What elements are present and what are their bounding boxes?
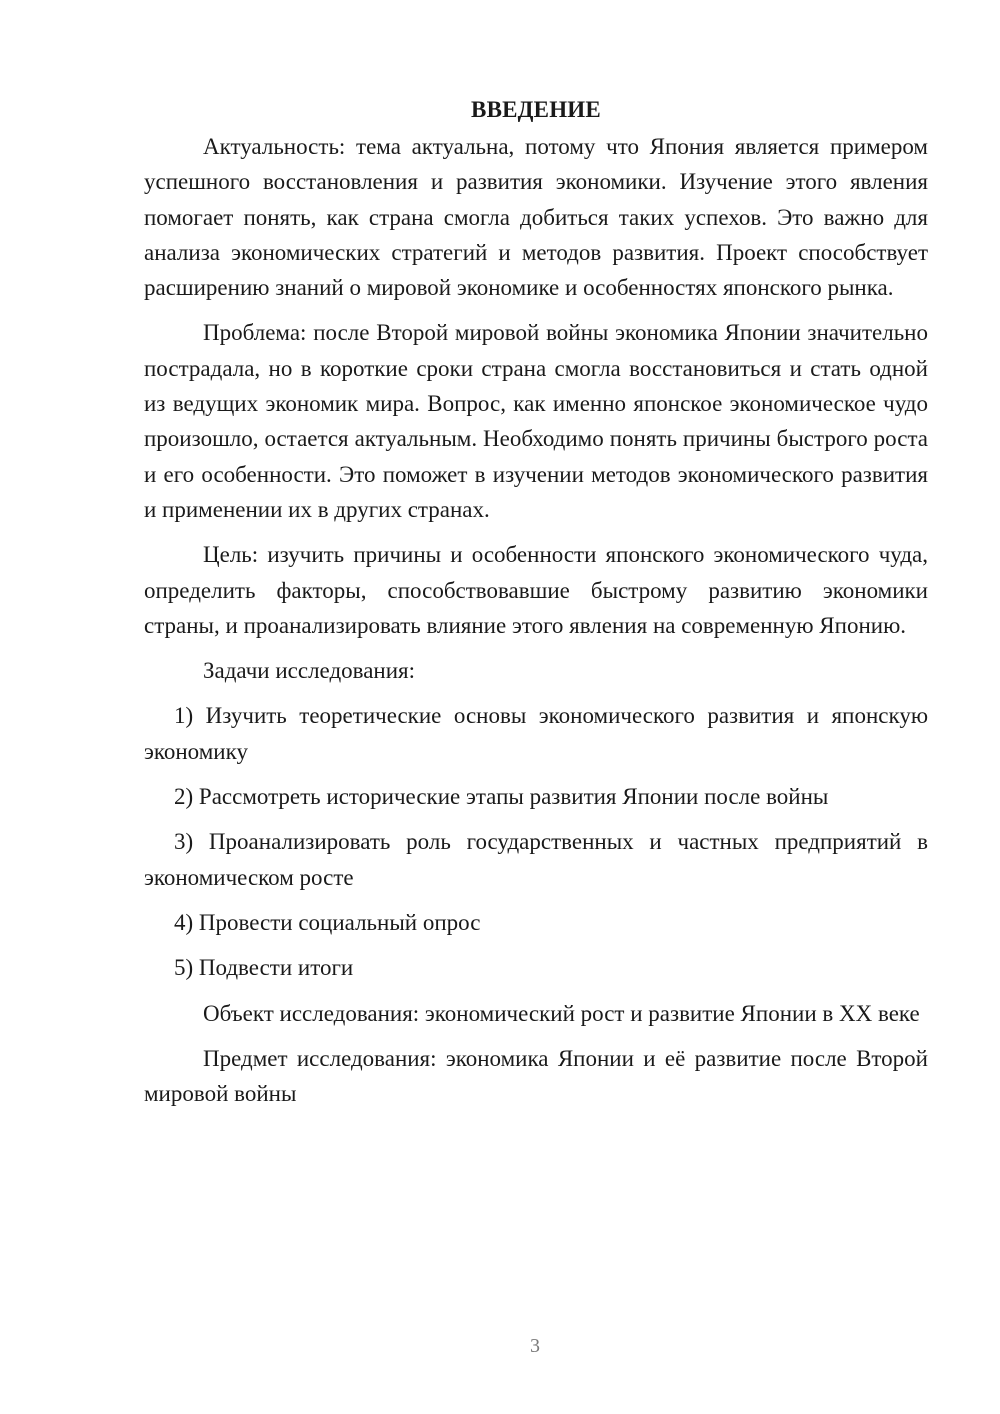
list-item: 4) Провести социальный опрос: [174, 909, 481, 935]
page-content: [144, 92, 928, 1111]
list-item: 1) Изучить теоретические основы экономического развития и японскую экономику: [144, 703, 928, 764]
paragraph-subject: Предмет исследования: экономика Японии и её развитие после Второй мировой войны: [144, 1045, 928, 1107]
list-item: 3) Проанализировать роль государственных и частных предприятий в экономическом росте: [144, 829, 928, 890]
section-heading: ВВЕДЕНИЕ: [471, 97, 601, 122]
paragraph-relevance: Актуальность: тема актуальна, потому что Япония является примером успешного восстановления и развития экономики. Изучение этого явления помогает понять, как страна смогла добиться таких успехов. Это важно для анализа экономических стратегий и методов развития. Проект способствует расширению знаний о мировой экономике и особенностях японского рынка.: [144, 134, 928, 301]
paragraph-problem: Проблема: после Второй мировой войны экономика Японии значительно пострадала, но в короткие сроки страна смогла восстановиться и стать одной из ведущих экономик мира. Вопрос, как именно японское экономическое чудо произошло, остается актуальным. Необходимо понять причины быстрого роста и его особенности. Это поможет в изучении методов экономического развития и применении их в других странах.: [144, 320, 928, 522]
paragraph-goal: Цель: изучить причины и особенности японского экономического чуда, определить факторы, способствовавшие быстрому развитию экономики страны, и проанализировать влияние этого явления на современную Японию.: [144, 542, 928, 638]
tasks-list: [144, 698, 928, 985]
page-number: 3: [530, 1335, 540, 1357]
paragraph-object: Объект исследования: экономический рост и развитие Японии в XX веке: [203, 1000, 920, 1026]
paragraph-tasks-intro: Задачи исследования:: [203, 658, 416, 684]
list-item: 5) Подвести итоги: [174, 955, 354, 981]
list-item: 2) Рассмотреть исторические этапы развития Японии после войны: [174, 784, 829, 810]
